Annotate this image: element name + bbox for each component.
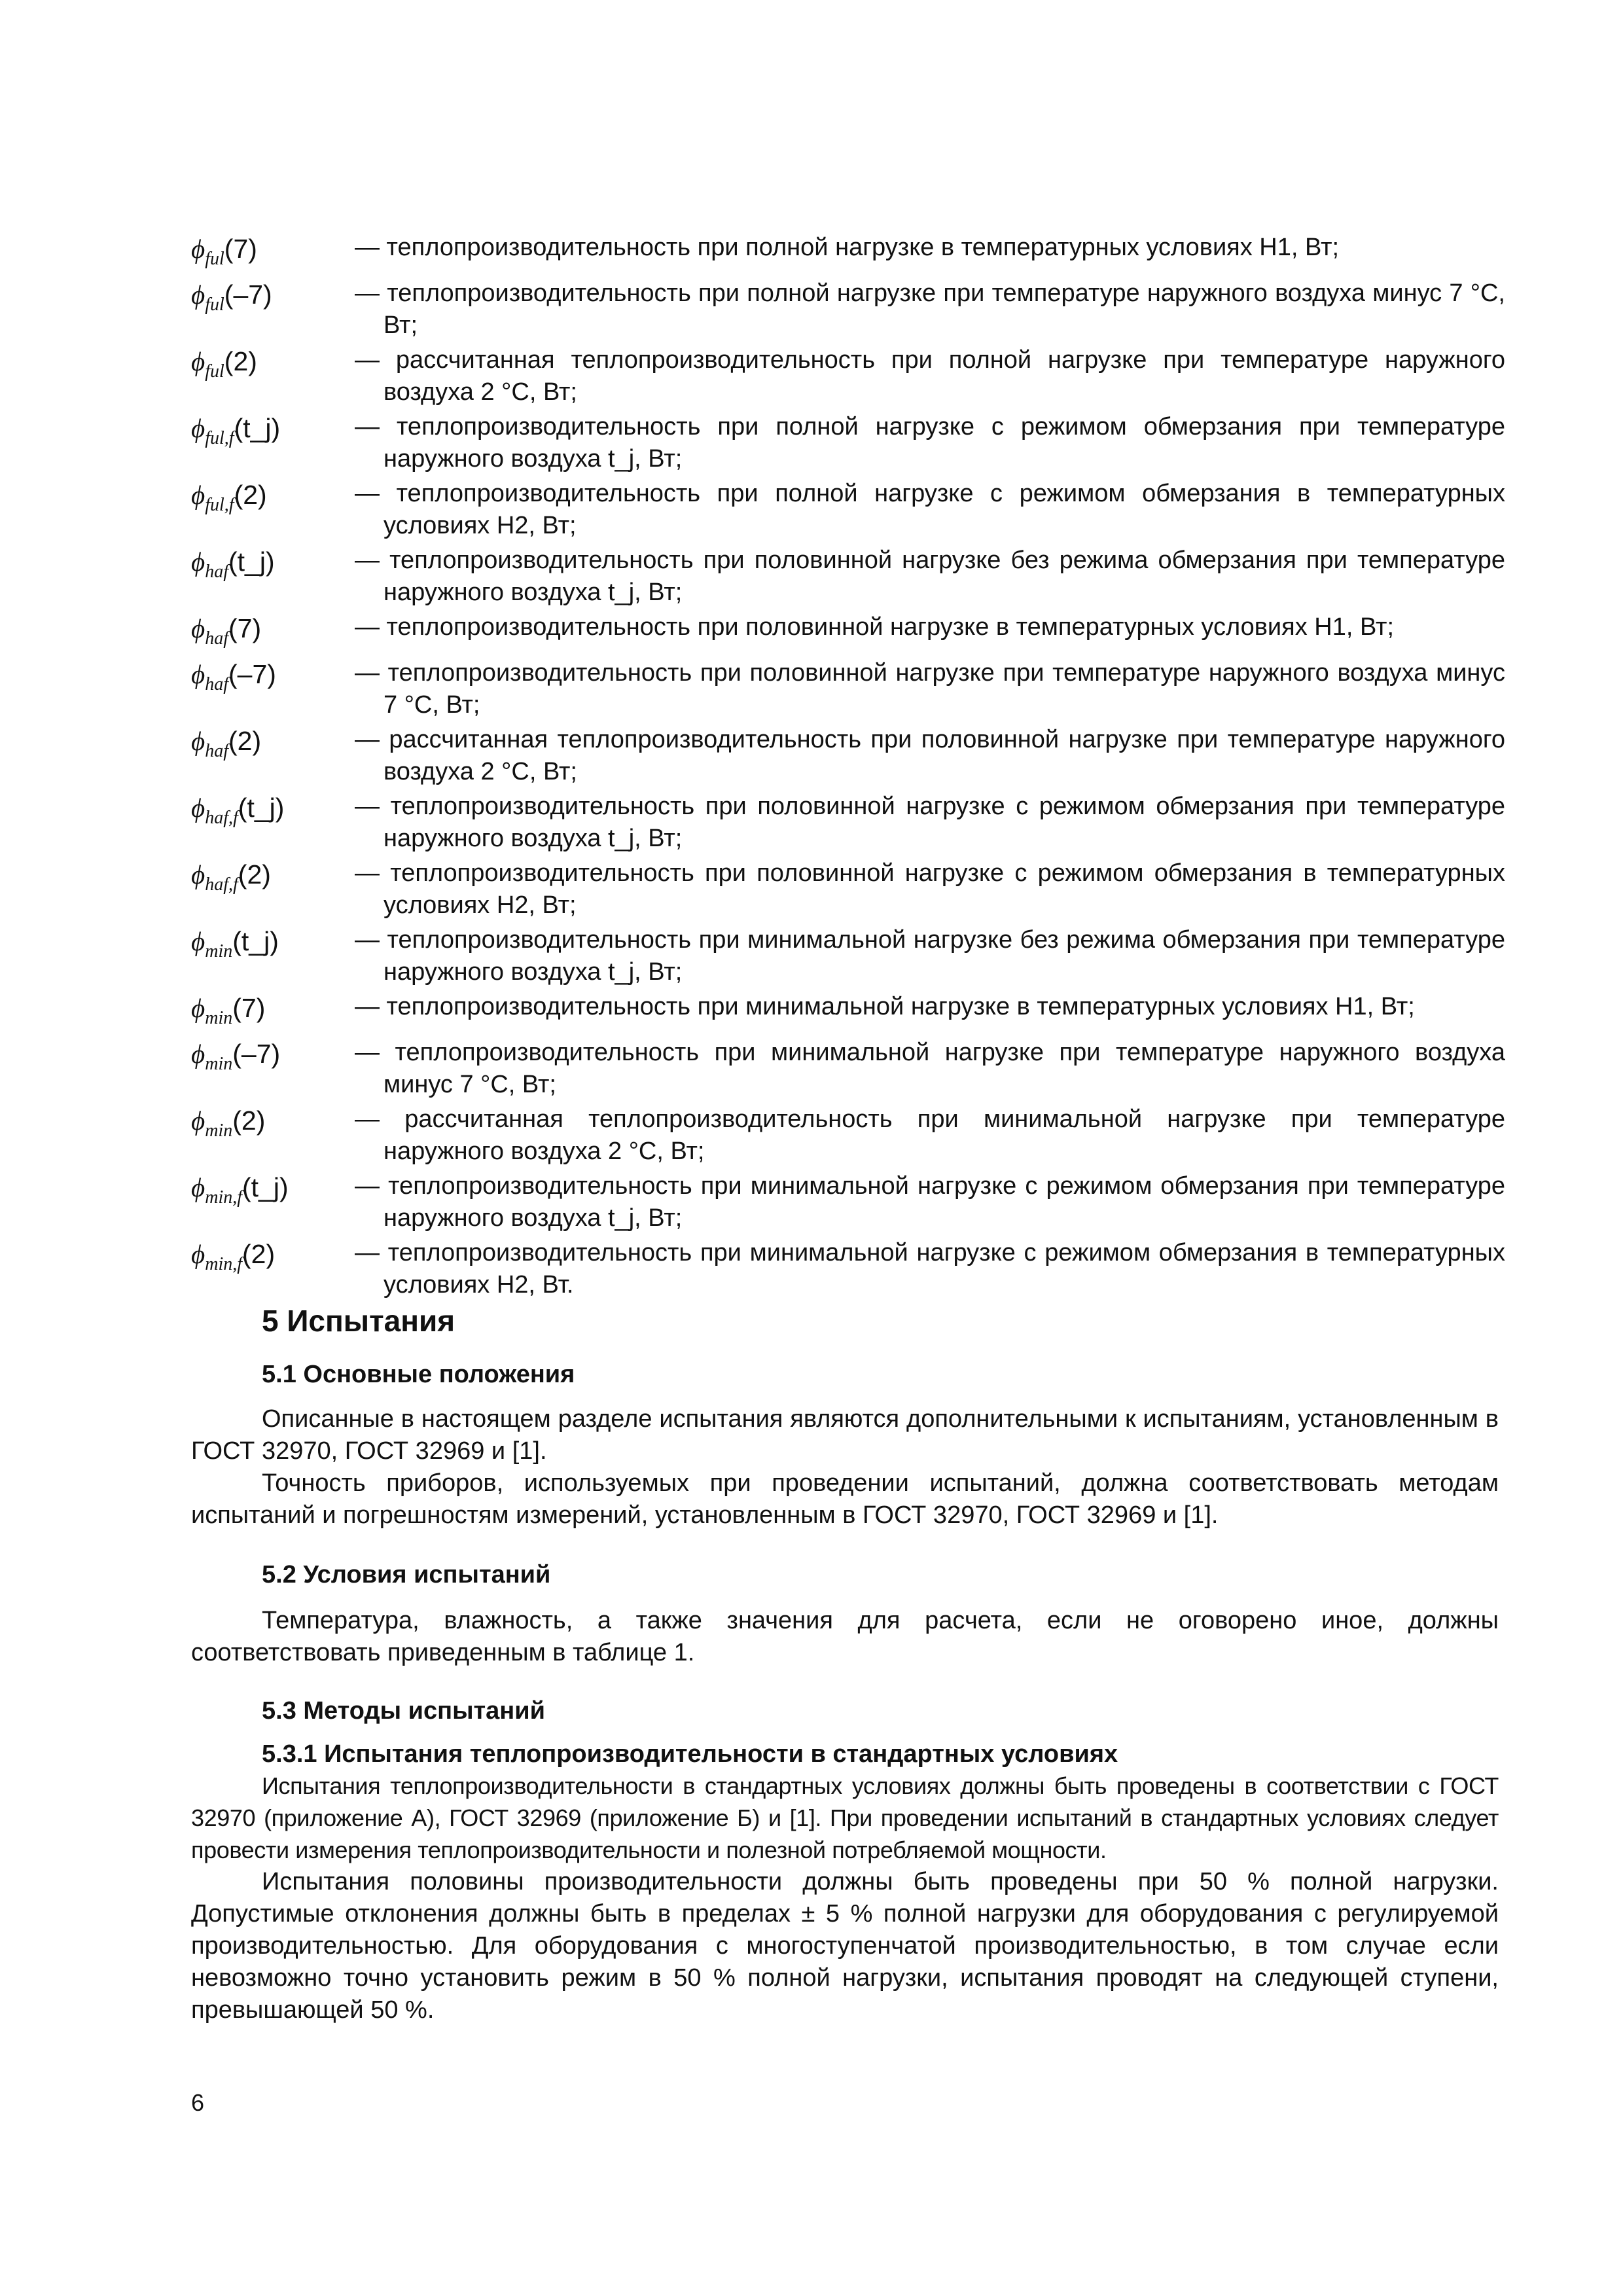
symbol-argument: (–7) bbox=[228, 659, 276, 689]
symbol-argument: (t_j) bbox=[232, 926, 279, 956]
definition-text: — теплопроизводительность при полной нагрузке в температурных условиях Н1, Вт; bbox=[355, 234, 1340, 261]
section-5-1 bbox=[191, 1359, 1499, 1390]
symbol bbox=[191, 857, 355, 901]
paragraph: Описанные в настоящем разделе испытания являются дополнительными к испытаниям, установленным в ГОСТ 32970, ГОСТ 32969 и [1]. bbox=[191, 1405, 1499, 1465]
symbol-base: ϕ bbox=[191, 726, 205, 756]
definition-row bbox=[191, 478, 1505, 542]
definition-row bbox=[191, 1237, 1505, 1301]
symbol-base: ϕ bbox=[191, 1039, 205, 1069]
definition-row bbox=[191, 411, 1505, 475]
section-5-3-1 bbox=[191, 1738, 1499, 2026]
symbol-base: ϕ bbox=[191, 480, 205, 510]
symbol-subscript: haf bbox=[205, 674, 229, 694]
definition-row bbox=[191, 1103, 1505, 1168]
definition-row bbox=[191, 991, 1505, 1034]
definition-text: — теплопроизводительность при минимальной нагрузке при температуре наружного воздуха минус 7 °С, Вт; bbox=[355, 1039, 1505, 1098]
section-5-2 bbox=[191, 1559, 1499, 1590]
paragraph: Температура, влажность, а также значения для расчета, если не оговорено иное, должны соответствовать приведенным в таблице 1. bbox=[191, 1607, 1499, 1666]
symbol bbox=[191, 411, 355, 454]
symbol-base: ϕ bbox=[191, 346, 205, 376]
symbol-argument: (t_j) bbox=[238, 793, 285, 823]
symbol-argument: (–7) bbox=[232, 1039, 281, 1069]
definition-text: — рассчитанная теплопроизводительность при минимальной нагрузке при температуре наружного воздуха 2 °С, Вт; bbox=[355, 1105, 1505, 1165]
symbol-subscript: haf,f bbox=[205, 874, 238, 895]
symbol-base: ϕ bbox=[191, 659, 205, 689]
section-title: 5 Испытания bbox=[262, 1304, 455, 1338]
symbol-subscript: ful bbox=[205, 249, 224, 269]
symbol-subscript: min,f bbox=[205, 1187, 243, 1208]
definition-text: — теплопроизводительность при половинной нагрузке в температурных условиях Н1, Вт; bbox=[355, 613, 1395, 641]
symbol-argument: (t_j) bbox=[234, 413, 281, 443]
definition-text: — теплопроизводительность при половинной нагрузке при температуре наружного воздуха минус 7 °С, Вт; bbox=[355, 659, 1505, 719]
page-number: 6 bbox=[191, 2089, 205, 2116]
symbol bbox=[191, 1037, 355, 1080]
symbol-base: ϕ bbox=[191, 613, 205, 643]
symbol-subscript: ful,f bbox=[205, 495, 234, 515]
paragraph: Точность приборов, используемых при проведении испытаний, должна соответствовать методам испытаний и погрешностям измерений, установленным в ГОСТ 32970, ГОСТ 32969 и [1]. bbox=[191, 1469, 1499, 1529]
paragraph: Испытания половины производительности должны быть проведены при 50 % полной нагрузки. Допустимые отклонения должны быть в пределах ± 5 % полной нагрузки для оборудования с регулируемой производительностью. Для оборудования с многоступенчатой производительностью, в том случае если невозможно точно установить режим в 50 % полной нагрузки, испытания проводят на следующей ступени, превышающей 50 %. bbox=[191, 1868, 1499, 2024]
subsection-title: 5.2 Условия испытаний bbox=[262, 1561, 551, 1588]
definition-row bbox=[191, 278, 1505, 342]
subsection-title: 5.1 Основные положения bbox=[262, 1361, 575, 1388]
symbol-subscript: haf bbox=[205, 741, 229, 761]
definition-row bbox=[191, 344, 1505, 408]
symbol-base: ϕ bbox=[191, 926, 205, 956]
definitions-list bbox=[191, 232, 1505, 1304]
definition-text: — теплопроизводительность при полной нагрузке с режимом обмерзания в температурных условиях Н2, Вт; bbox=[355, 480, 1505, 539]
symbol-argument: (2) bbox=[234, 480, 267, 510]
symbol-argument: (2) bbox=[238, 859, 271, 889]
symbol-base: ϕ bbox=[191, 993, 205, 1023]
symbol-argument: (7) bbox=[228, 613, 262, 643]
subsection-title: 5.3.1 Испытания теплопроизводительности в стандартных условиях bbox=[262, 1740, 1118, 1768]
symbol-base: ϕ bbox=[191, 547, 205, 577]
symbol-argument: (–7) bbox=[224, 279, 272, 310]
symbol-argument: (t_j) bbox=[228, 547, 275, 577]
symbol-argument: (2) bbox=[232, 1105, 266, 1136]
symbol bbox=[191, 724, 355, 767]
symbol-base: ϕ bbox=[191, 859, 205, 889]
symbol-argument: (7) bbox=[224, 234, 257, 264]
definition-text: — теплопроизводительность при половинной нагрузке с режимом обмерзания в температурных условиях Н2, Вт; bbox=[355, 859, 1505, 919]
symbol bbox=[191, 478, 355, 521]
section-5-1-body bbox=[191, 1403, 1499, 1532]
definition-row bbox=[191, 657, 1505, 721]
definition-text: — теплопроизводительность при минимальной нагрузке в температурных условиях Н1, Вт; bbox=[355, 993, 1415, 1020]
symbol-subscript: min bbox=[205, 1121, 233, 1141]
subsection-title: 5.3 Методы испытаний bbox=[262, 1697, 545, 1725]
symbol bbox=[191, 657, 355, 700]
definition-text: — теплопроизводительность при половинной нагрузке без режима обмерзания при температуре наружного воздуха t_j, Вт; bbox=[355, 547, 1505, 606]
symbol bbox=[191, 991, 355, 1034]
definition-row bbox=[191, 611, 1505, 655]
symbol-base: ϕ bbox=[191, 1105, 205, 1136]
symbol-base: ϕ bbox=[191, 279, 205, 310]
symbol-argument: (2) bbox=[224, 346, 257, 376]
symbol-subscript: min bbox=[205, 941, 233, 961]
symbol bbox=[191, 611, 355, 655]
symbol-subscript: haf bbox=[205, 628, 229, 649]
definition-row bbox=[191, 857, 1505, 922]
definition-text: — теплопроизводительность при минимальной нагрузке с режимом обмерзания в температурных условиях Н2, Вт. bbox=[355, 1239, 1505, 1299]
symbol-subscript: ful bbox=[205, 295, 224, 315]
section-5-3 bbox=[191, 1695, 1499, 1727]
symbol bbox=[191, 1237, 355, 1280]
symbol bbox=[191, 545, 355, 588]
symbol-argument: (7) bbox=[232, 993, 266, 1023]
symbol bbox=[191, 791, 355, 834]
symbol-subscript: ful,f bbox=[205, 428, 234, 448]
definition-text: — теплопроизводительность при полной нагрузке с режимом обмерзания при температуре наружного воздуха t_j, Вт; bbox=[355, 413, 1505, 473]
symbol-base: ϕ bbox=[191, 1239, 205, 1269]
definition-row bbox=[191, 924, 1505, 988]
definition-row bbox=[191, 791, 1505, 855]
symbol-subscript: ful bbox=[205, 361, 224, 382]
definition-text: — теплопроизводительность при минимальной нагрузке без режима обмерзания при температуре наружного воздуха t_j, Вт; bbox=[355, 926, 1505, 986]
symbol bbox=[191, 1170, 355, 1213]
definition-row bbox=[191, 545, 1505, 609]
definition-text: — рассчитанная теплопроизводительность при половинной нагрузке при температуре наружного воздуха 2 °С, Вт; bbox=[355, 726, 1505, 785]
symbol-argument: (2) bbox=[228, 726, 262, 756]
section-5 bbox=[191, 1302, 1499, 1339]
symbol-base: ϕ bbox=[191, 234, 205, 264]
symbol-base: ϕ bbox=[191, 793, 205, 823]
definition-row bbox=[191, 724, 1505, 788]
symbol-base: ϕ bbox=[191, 1172, 205, 1202]
definition-text: — рассчитанная теплопроизводительность при полной нагрузке при температуре наружного воздуха 2 °С, Вт; bbox=[355, 346, 1505, 406]
symbol bbox=[191, 1103, 355, 1147]
symbol-subscript: min bbox=[205, 1054, 233, 1074]
symbol bbox=[191, 278, 355, 321]
symbol-subscript: min,f bbox=[205, 1254, 243, 1274]
paragraph: Испытания теплопроизводительности в стандартных условиях должны быть проведены в соответствии с ГОСТ 32970 (приложение А), ГОСТ 32969 (приложение Б) и [1]. При проведении испытаний в стандартных условиях следует провести измерения теплопроизводительности и полезной потребляемой мощности. bbox=[191, 1772, 1499, 1863]
definition-text: — теплопроизводительность при половинной нагрузке с режимом обмерзания при температуре наружного воздуха t_j, Вт; bbox=[355, 793, 1505, 852]
symbol-base: ϕ bbox=[191, 413, 205, 443]
definition-text: — теплопроизводительность при минимальной нагрузке с режимом обмерзания при температуре наружного воздуха t_j, Вт; bbox=[355, 1172, 1505, 1232]
definition-text: — теплопроизводительность при полной нагрузке при температуре наружного воздуха минус 7 °С, Вт; bbox=[355, 279, 1505, 339]
symbol-subscript: haf bbox=[205, 562, 229, 582]
symbol-subscript: haf,f bbox=[205, 808, 238, 828]
definition-row bbox=[191, 1037, 1505, 1101]
symbol-argument: (t_j) bbox=[242, 1172, 289, 1202]
symbol bbox=[191, 924, 355, 967]
symbol-subscript: min bbox=[205, 1008, 233, 1028]
section-5-2-body bbox=[191, 1605, 1499, 1669]
definition-row bbox=[191, 1170, 1505, 1234]
symbol bbox=[191, 232, 355, 275]
symbol bbox=[191, 344, 355, 387]
definition-row bbox=[191, 232, 1505, 275]
symbol-argument: (2) bbox=[242, 1239, 276, 1269]
